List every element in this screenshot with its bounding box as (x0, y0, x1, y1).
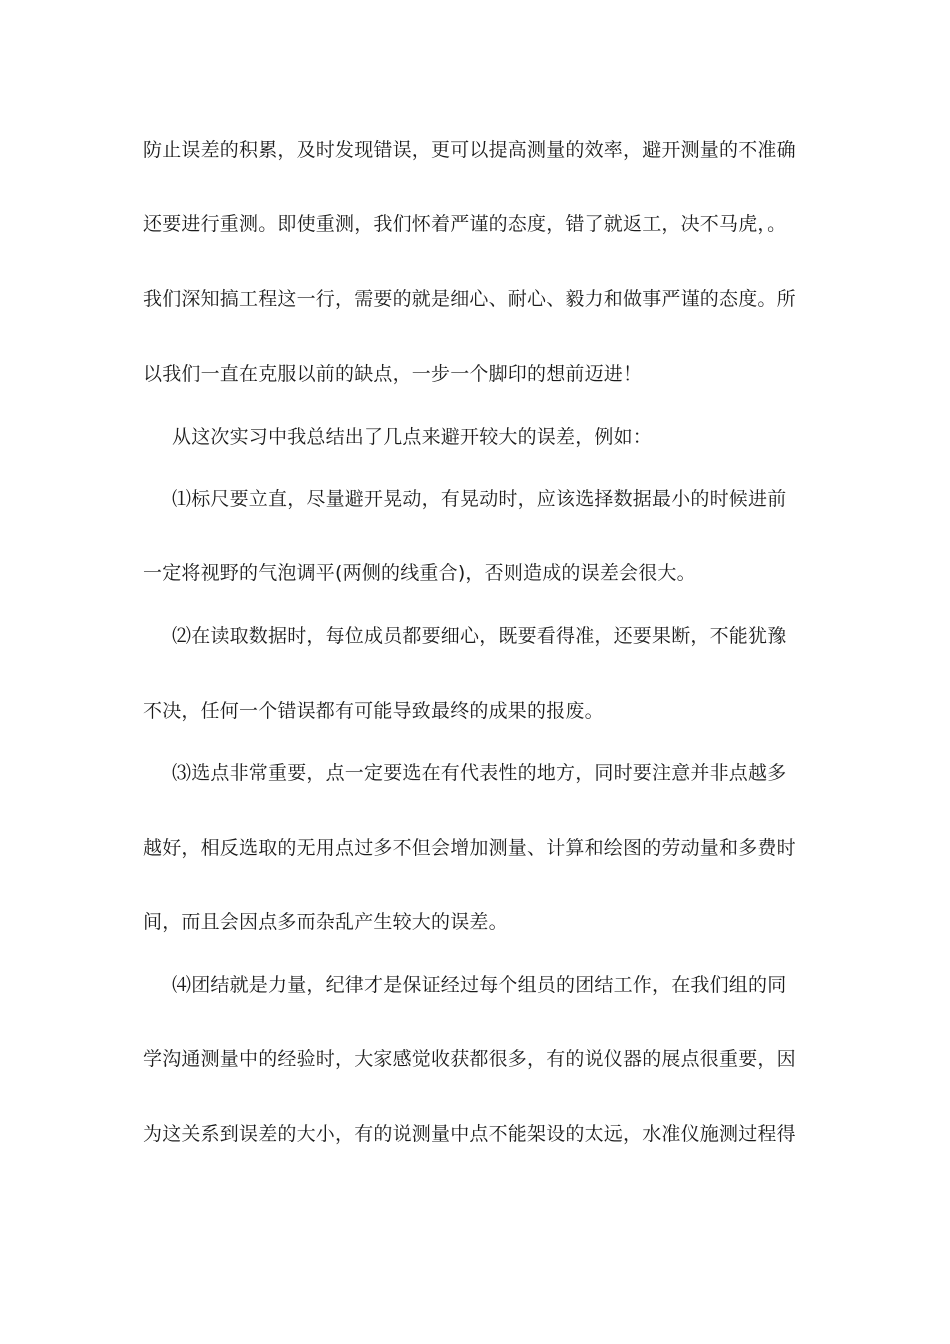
text-line: 还要进行重测。即使重测，我们怀着严谨的态度，错了就返工，决不马虎，。 (143, 213, 787, 235)
text-line: 从这次实习中我总结出了几点来避开较大的误差，例如： (172, 426, 653, 448)
text-line: 我们深知搞工程这一行，需要的就是细心、耐心、毅力和做事严谨的态度。所 (143, 288, 796, 310)
text-line: 间，而且会因点多而杂乱产生较大的误差。 (143, 911, 508, 933)
text-line: 以我们一直在克服以前的缺点，一步一个脚印的想前迈进！ (143, 363, 643, 385)
text-line: ⑴标尺要立直，尽量避开晃动，有晃动时，应该选择数据最小的时候进前 (172, 488, 787, 510)
text-line: ⑷团结就是力量，纪律才是保证经过每个组员的团结工作，在我们组的同 (172, 974, 787, 996)
text-line: 一定将视野的气泡调平(两侧的线重合)，否则造成的误差会很大。 (143, 562, 696, 584)
text-line: 学沟通测量中的经验时，大家感觉收获都很多，有的说仪器的展点很重要，因 (143, 1048, 796, 1070)
text-line: 越好，相反选取的无用点过多不但会增加测量、计算和绘图的劳动量和多费时 (143, 837, 796, 859)
text-line: ⑶选点非常重要，点一定要选在有代表性的地方，同时要注意并非点越多 (172, 762, 787, 784)
text-line: 防止误差的积累，及时发现错误，更可以提高测量的效率，避开测量的不准确 (143, 139, 796, 161)
text-line: ⑵在读取数据时，每位成员都要细心，既要看得准，还要果断，不能犹豫 (172, 625, 787, 647)
text-line: 不决，任何一个错误都有可能导致最终的成果的报废。 (143, 700, 604, 722)
text-line: 为这关系到误差的大小，有的说测量中点不能架设的太远，水准仪施测过程得 (143, 1123, 796, 1145)
